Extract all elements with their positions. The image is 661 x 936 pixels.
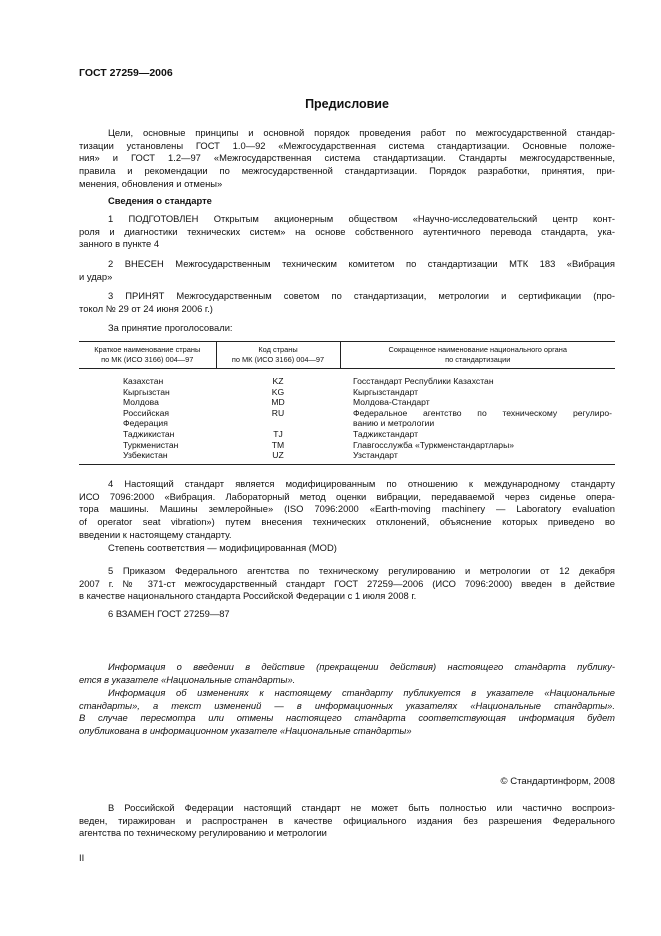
rights-paragraph [79, 802, 615, 840]
notice-line: Информация об изменениях к настоящему стандарту публикуется в указателе «Национальные [108, 687, 615, 698]
intro-line: тизации установлены ГОСТ 1.0—92 «Межгосударственная система стандартизации. Основные положе- [79, 139, 615, 151]
table-row [79, 450, 615, 464]
code-cell: TJ [273, 428, 283, 439]
code-cell: MD [271, 397, 285, 408]
item-3-line: токол № 29 от 24 июня 2006 г.) [79, 302, 213, 314]
info-heading: Сведения о стандарте [108, 195, 212, 206]
voted-label [79, 322, 615, 335]
item-4-line: 4 Настоящий стандарт является модифицированным по отношению к международному стандарту [108, 478, 615, 489]
item-5-enacted [79, 565, 615, 603]
column-header-code [216, 342, 340, 369]
page-number: II [79, 852, 85, 863]
country-cell: Российская Федерация [123, 407, 170, 429]
intro-line: ния» и ГОСТ 1.2—97 «Межгосударственная система стандартизации. Стандарты межгосударственные, [79, 152, 615, 164]
item-2-line: и удар» [79, 270, 113, 282]
rights-line: веден, тиражирован и распространен в качестве официального издания без разрешения Федерального [79, 814, 615, 826]
voted-label-text: За принятие проголосовали: [108, 322, 233, 333]
agency-cell: Главгосслужба «Туркменстандартлары» [353, 439, 515, 450]
item-5-line: в качестве национального стандарта Российской Федерации с 1 июля 2008 г. [79, 590, 417, 602]
item-4-line: введении к настоящему стандарту. [79, 528, 232, 540]
header-text: по МК (ИСО 3166) 004—97 [231, 355, 325, 364]
item-6-text: 6 ВЗАМЕН ГОСТ 27259—87 [108, 608, 230, 619]
document-code-header: ГОСТ 27259—2006 [79, 67, 173, 79]
item-1-line: занного в пункте 4 [79, 238, 160, 250]
country-cell: Молдова [123, 397, 159, 408]
table-row [79, 387, 615, 398]
item-2-line: 2 ВНЕСЕН Межгосударственным техническим комитетом по стандартизации МТК 183 «Вибрация [108, 258, 615, 269]
notice-line: ется в указателе «Национальные стандарты». [79, 673, 296, 685]
item-4-compliance: Степень соответствия — модифицированная (MOD) [108, 541, 337, 553]
agency-cell: Кыргызстандарт [353, 386, 419, 397]
notice-line: опубликована в информационном указателе «Национальные стандарты» [79, 725, 412, 737]
header-text: Краткое наименование страны [94, 345, 201, 354]
item-1-line: роля и диагностики технических систем» на основе собственного аутентичного перевода стандарта, ука- [79, 225, 615, 237]
agency-line: Федеральное агентство по техническому регулиро- [353, 407, 612, 418]
header-text: по МК (ИСО 3166) 004—97 [101, 355, 194, 364]
page-title: Предисловие [305, 97, 389, 111]
rights-line: агентства по техническому регулированию и метрологии [79, 827, 327, 839]
column-header-agency [340, 342, 615, 369]
country-cell: Узбекистан [79, 450, 216, 464]
item-1-line: 1 ПОДГОТОВЛЕН Открытым акционерным обществом «Научно-исследовательский центр конт- [108, 213, 615, 224]
table-row [79, 369, 615, 387]
country-cell: Туркменистан [123, 439, 179, 450]
table-row [79, 397, 615, 408]
item-5-line: 2007 г. № 371-ст межгосударственный стандарт ГОСТ 27259—2006 (ИСО 7096:2000) введен в действие [79, 577, 615, 589]
agency-cell: Таджикстандарт [353, 428, 419, 439]
item-5-line: 5 Приказом Федерального агентства по техническому регулированию и метрологии от 12 декабря [108, 565, 615, 576]
code-cell: KG [271, 386, 285, 397]
notice-changes [79, 687, 615, 738]
notice-line: В случае пересмотра или отмены настоящего стандарта соответствующая информация будет [79, 712, 615, 724]
agency-cell [340, 408, 615, 429]
voting-table [79, 341, 615, 465]
rights-line: В Российской Федерации настоящий стандарт не может быть полностью или частично воспроиз- [108, 802, 615, 813]
copyright-notice: © Стандартинформ, 2008 [500, 776, 615, 787]
intro-line: менения, обновления и отмены» [79, 177, 223, 189]
agency-cell: Молдова-Стандарт [353, 397, 430, 408]
notice-line: стандарты», а текст изменений — в информационных указателях «Национальные стандарты». [79, 699, 615, 711]
item-2-introduced [79, 258, 615, 283]
header-text: по стандартизации [445, 355, 511, 364]
table-row [79, 429, 615, 440]
intro-line: Цели, основные принципы и основной порядок проведения работ по межгосударственной стандар- [108, 127, 615, 138]
notice-introduction [79, 661, 615, 686]
intro-paragraph [79, 127, 615, 191]
country-cell: Таджикистан [123, 428, 175, 439]
table-row [79, 408, 615, 429]
item-3-line: 3 ПРИНЯТ Межгосударственным советом по стандартизации, метрологии и сертификации (про- [108, 290, 615, 301]
header-text: Код страны [258, 345, 298, 354]
table-row [79, 440, 615, 451]
country-cell: Казахстан [123, 376, 164, 386]
table-header-row [79, 342, 615, 369]
item-1-prepared [79, 213, 615, 251]
agency-cell: Узстандарт [340, 450, 615, 464]
item-6-replaces [79, 608, 615, 621]
header-text: Сокращенное наименование национального органа [388, 345, 567, 354]
item-4-line: ИСО 7096:2000 «Вибрация. Лабораторный метод оценки вибрации, передаваемой через сиденье опера- [79, 490, 615, 502]
notice-line: Информация о введении в действие (прекращении действия) настоящего стандарта публику- [108, 661, 615, 672]
code-cell: KZ [272, 376, 284, 386]
code-cell: RU [271, 407, 285, 418]
code-cell: TM [271, 439, 285, 450]
code-cell: UZ [216, 450, 340, 464]
agency-line: ванию и метрологии [353, 418, 435, 429]
item-3-adopted [79, 290, 615, 315]
item-4-line: of operator seat vibration») путем внесения технических отклонений, объяснение которых приведено во [79, 516, 615, 528]
item-4-modification [79, 478, 615, 554]
item-4-line: тора машины. Машины землеройные» (ISO 7096:2000 «Earth-moving machinery — Laboratory evaluation [79, 503, 615, 515]
agency-cell: Госстандарт Республики Казахстан [353, 376, 494, 386]
country-cell: Кыргызстан [123, 386, 170, 397]
intro-line: правила и рекомендации по межгосударственной стандартизации. Порядок разработки, принятия, при- [79, 165, 615, 177]
column-header-country [79, 342, 216, 369]
